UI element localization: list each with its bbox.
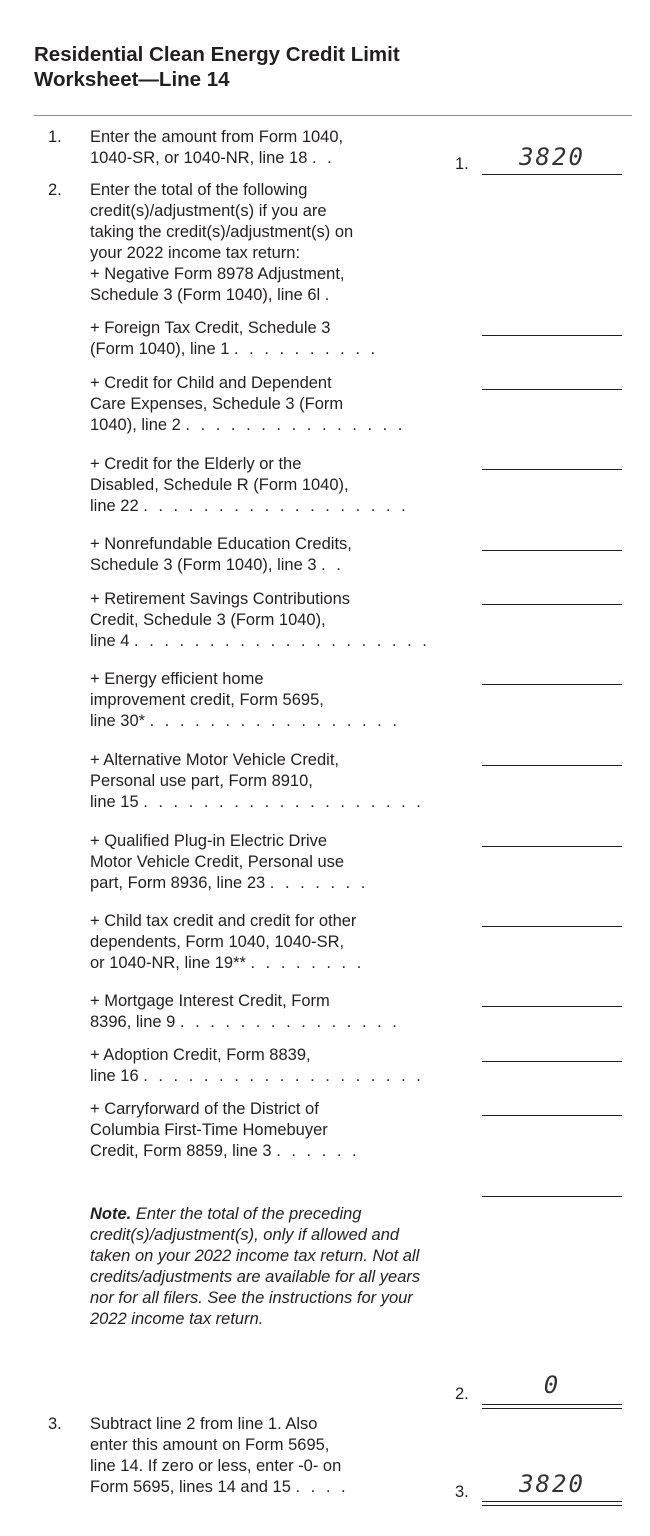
- line-2-text: Enter the total of the following credit(s)/adjustment(s) if you are taking the credit(s)/adjustment(s) on your 2022 income tax return:: [90, 181, 354, 262]
- line-2-item-text: [90, 454, 434, 517]
- line-1-value[interactable]: 3820: [519, 143, 585, 171]
- leader-dots: . .: [311, 149, 335, 167]
- line-2-value[interactable]: 0: [543, 1371, 561, 1399]
- leader-dots: . .: [321, 556, 344, 574]
- leader-dots: . . . . . . . . . . . . . . .: [179, 1013, 400, 1031]
- line-2-item-answer-line[interactable]: [482, 604, 622, 605]
- line-3-value[interactable]: 3820: [519, 1470, 585, 1498]
- line-2-answer-line: [482, 1404, 622, 1409]
- line-2-item-answer-line[interactable]: [482, 846, 622, 847]
- line-1-description: Enter the amount from Form 1040, 1040-SR, or 1040-NR, line 18: [90, 128, 344, 167]
- line-2-item-answer-line[interactable]: [482, 550, 622, 551]
- item-description: + Credit for Child and Dependent Care Expenses, Schedule 3 (Form 1040), line 2: [90, 374, 344, 434]
- line-2-item-text: [90, 911, 434, 974]
- line-3-answer-line: [482, 1501, 622, 1506]
- item-description: + Alternative Motor Vehicle Credit, Personal use part, Form 8910, line 15: [90, 751, 339, 811]
- leader-dots: . . . . . . . . . . . . . . . . . .: [143, 497, 409, 515]
- line-2-item-text: [90, 318, 434, 360]
- line-3-right-label: 3.: [455, 1483, 469, 1501]
- note-label: Note.: [90, 1205, 132, 1223]
- line-2-item-text: [90, 1045, 434, 1087]
- item-description: + Nonrefundable Education Credits, Schedule 3 (Form 1040), line 3: [90, 535, 352, 574]
- line-2-item-answer-line[interactable]: [482, 1115, 622, 1116]
- item-description: + Carryforward of the District of Columbia First-Time Homebuyer Credit, Form 8859, line 3: [90, 1100, 328, 1160]
- item-description: + Qualified Plug-in Electric Drive Motor Vehicle Credit, Personal use part, Form 8936, line 23: [90, 832, 345, 892]
- line-1-number: 1.: [48, 128, 62, 146]
- leader-dots: . . . . . . . . . . . . . . . . .: [149, 712, 400, 730]
- worksheet-title-line2: Worksheet—Line 14: [34, 68, 230, 91]
- line-1-answer-line: [482, 174, 622, 175]
- line-2-item-answer-line[interactable]: [482, 765, 622, 766]
- leader-dots: . . . .: [295, 1478, 349, 1496]
- worksheet-title: [34, 42, 554, 92]
- item-description: + Negative Form 8978 Adjustment, Schedule 3 (Form 1040), line 6l: [90, 265, 345, 304]
- line-2-item-text: [90, 991, 434, 1033]
- line-2-item-text: [90, 669, 434, 732]
- item-description: + Child tax credit and credit for other dependents, Form 1040, 1040-SR, or 1040-NR, line 19**: [90, 912, 357, 972]
- line-2-item-answer-line[interactable]: [482, 926, 622, 927]
- item-description: + Mortgage Interest Credit, Form 8396, line 9: [90, 992, 330, 1031]
- line-2-item-answer-line[interactable]: [482, 1061, 622, 1062]
- line-2-item-answer-line[interactable]: [482, 469, 622, 470]
- line-3-number: 3.: [48, 1415, 62, 1433]
- leader-dots: . . . . . .: [276, 1142, 360, 1160]
- line-2-item-answer-line[interactable]: [482, 1196, 622, 1197]
- item-description: + Foreign Tax Credit, Schedule 3 (Form 1040), line 1: [90, 319, 331, 358]
- line-2-item-text: [90, 750, 434, 813]
- line-2-number: 2.: [48, 181, 62, 199]
- line-2-item-answer-line[interactable]: [482, 1006, 622, 1007]
- line-2-item-text: [90, 534, 434, 576]
- line-2-item-text: [90, 589, 434, 652]
- leader-dots: . . . . . . . . . . . . . . . . . . .: [143, 793, 424, 811]
- leader-dots: . . . . . . . . . . . . . . . . . . . .: [134, 632, 430, 650]
- line-2-item-answer-line[interactable]: [482, 335, 622, 336]
- item-description: + Credit for the Elderly or the Disabled, Schedule R (Form 1040), line 22: [90, 455, 349, 515]
- line-2-right-label: 2.: [455, 1385, 469, 1403]
- item-description: + Energy efficient home improvement credit, Form 5695, line 30*: [90, 670, 324, 730]
- leader-dots: . . . . . . . . . . . . . . . . . . .: [143, 1067, 424, 1085]
- line-3-text: [90, 1414, 434, 1498]
- line-1-text: [90, 127, 434, 169]
- worksheet-title-line1: Residential Clean Energy Credit Limit: [34, 43, 400, 66]
- title-divider: [34, 115, 632, 116]
- line-2-item-answer-line[interactable]: [482, 684, 622, 685]
- line-3-description: Subtract line 2 from line 1. Also enter this amount on Form 5695, line 14. If zero or less, enter -0- on Form 5695, lines 14 and 15: [90, 1415, 342, 1496]
- leader-dots: . . . . . . . . . .: [233, 340, 379, 358]
- line-2-item-answer-line[interactable]: [482, 389, 622, 390]
- leader-dots: . . . . . . . .: [250, 954, 365, 972]
- line-2-item-text: [90, 1099, 434, 1162]
- item-description: + Retirement Savings Contributions Credit, Schedule 3 (Form 1040), line 4: [90, 590, 351, 650]
- line-2-note: [90, 1204, 432, 1330]
- leader-dots: . . . . . . .: [269, 874, 369, 892]
- line-2-item-text: [90, 831, 434, 894]
- line-2-item-text: [90, 264, 434, 306]
- note-text: Enter the total of the preceding credit(s)/adjustment(s), only if allowed and taken on your 2022 income tax return. Not all credits/adjustments are available for all years nor for all filers. See the instructions for your 2022 income tax return.: [90, 1205, 421, 1328]
- leader-dots: . . . . . . . . . . . . . . .: [185, 416, 406, 434]
- item-description: + Adoption Credit, Form 8839, line 16: [90, 1046, 311, 1085]
- line-2-item-text: [90, 373, 434, 436]
- leader-dots: .: [324, 286, 333, 304]
- line-1-right-label: 1.: [455, 155, 469, 173]
